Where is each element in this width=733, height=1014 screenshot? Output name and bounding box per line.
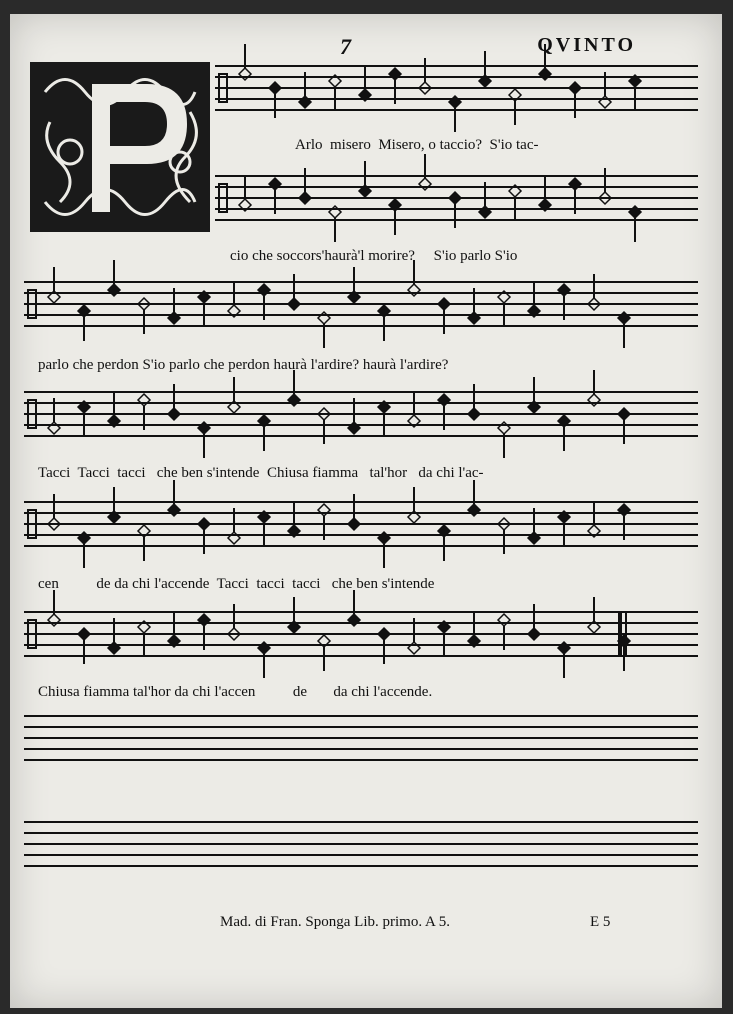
- note-head: [288, 298, 300, 310]
- gathering-signature: E 5: [590, 914, 611, 930]
- note-head: [108, 642, 120, 654]
- note-head: [558, 284, 570, 296]
- note-head: [168, 312, 180, 324]
- note-head: [539, 68, 551, 80]
- note-head: [389, 68, 401, 80]
- note-head: [569, 178, 581, 190]
- note-head: [48, 614, 60, 626]
- note-head: [258, 284, 270, 296]
- note-head: [599, 96, 611, 108]
- note-head: [299, 192, 311, 204]
- music-page: [10, 14, 722, 1008]
- note-head: [528, 628, 540, 640]
- note-head: [528, 532, 540, 544]
- lyric-line-2: cio che soccors'haurà'l morire? S'io parlo S'io: [230, 248, 518, 264]
- note-head: [198, 422, 210, 434]
- note-head: [378, 628, 390, 640]
- note-head: [498, 614, 510, 626]
- note-head: [408, 642, 420, 654]
- note-head: [138, 394, 150, 406]
- note-head: [468, 408, 480, 420]
- note-head: [269, 82, 281, 94]
- note-head: [588, 394, 600, 406]
- note-head: [449, 192, 461, 204]
- note-head: [449, 96, 461, 108]
- note-head: [239, 68, 251, 80]
- lyric-line-3: parlo che perdon S'io parlo che perdon haurà l'ardire? haurà l'ardire?: [38, 357, 449, 373]
- note-head: [168, 408, 180, 420]
- note-head: [479, 206, 491, 218]
- lyric-line-4: Tacci Tacci tacci che ben s'intende Chiusa fiamma tal'hor da chi l'ac-: [38, 465, 484, 481]
- note-head: [419, 178, 431, 190]
- note-head: [198, 518, 210, 530]
- note-head: [468, 504, 480, 516]
- note-head: [378, 532, 390, 544]
- note-head: [438, 394, 450, 406]
- lyric-line-1: Arlo misero Misero, o taccio? S'io tac-: [295, 137, 539, 153]
- page-number: 7: [340, 34, 351, 59]
- note-head: [198, 614, 210, 626]
- note-head: [348, 614, 360, 626]
- note-head: [348, 518, 360, 530]
- note-head: [468, 312, 480, 324]
- note-head: [618, 408, 630, 420]
- part-name: QVINTO: [537, 34, 636, 56]
- note-head: [629, 206, 641, 218]
- note-head: [78, 532, 90, 544]
- note-head: [108, 284, 120, 296]
- note-head: [288, 394, 300, 406]
- note-head: [78, 628, 90, 640]
- note-head: [318, 504, 330, 516]
- note-head: [168, 504, 180, 516]
- lyric-line-5: cen de da chi l'accende Tacci tacci tacci che ben s'intende: [38, 576, 435, 592]
- note-head: [558, 642, 570, 654]
- note-head: [569, 82, 581, 94]
- imprint-line: Mad. di Fran. Sponga Lib. primo. A 5.: [220, 914, 450, 930]
- note-head: [348, 422, 360, 434]
- note-head: [408, 284, 420, 296]
- lyric-line-6: Chiusa fiamma tal'hor da chi l'accen de da chi l'accende.: [38, 684, 433, 700]
- note-head: [258, 642, 270, 654]
- note-head: [438, 298, 450, 310]
- note-head: [329, 206, 341, 218]
- note-head: [299, 96, 311, 108]
- note-head: [269, 178, 281, 190]
- note-head: [228, 532, 240, 544]
- music-staves: [10, 14, 722, 1008]
- note-head: [48, 422, 60, 434]
- note-head: [318, 312, 330, 324]
- note-head: [618, 504, 630, 516]
- note-head: [618, 312, 630, 324]
- note-head: [498, 422, 510, 434]
